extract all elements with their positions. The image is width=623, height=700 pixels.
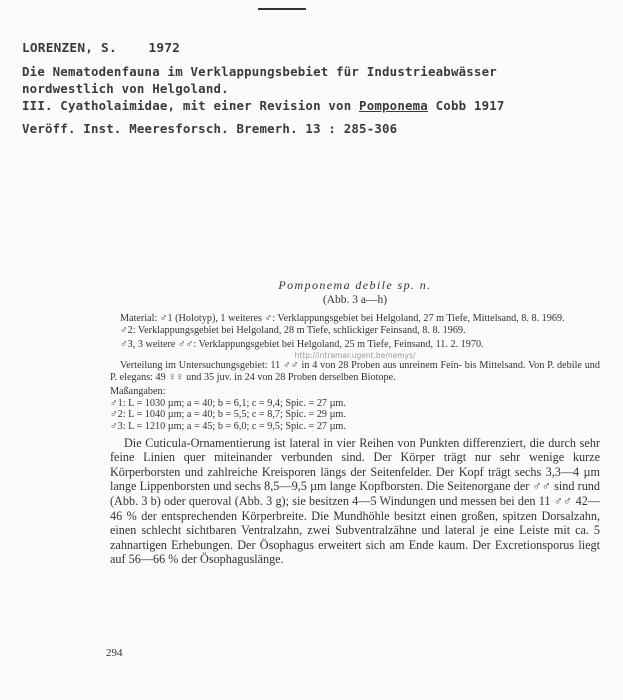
material-1: Material: ♂1 (Holotyp), 1 weiteres ♂: Verklappungsgebiet bei Helgoland, 27 m Tiefe, Mittelsand, 8. 8. 1969. bbox=[120, 313, 565, 325]
description-paragraph: Die Cuticula-Ornamentierung ist lateral in vier Reihen von Punkten differenziert, die durch sehr feine Linien quer miteinander verbunden sind. Der Körper trägt nur sehr wenige kurze Körperborsten und zahlreiche Kreisporen längs der Seitenfelder. Der Kopf trägt sechs 3,3—4 µm lange Lippenborsten und sechs 8,5—9,5 µm lange Kopfborsten. Die Seitenorgane der ♂♂ sind rund (Abb. 3 b) oder queroval (Abb. 3 g); sie besitzen 4—5 Windungen und messen bei den 11 ♂♂ 42—46 % der entsprechenden Körperbreite. Die Mundhöhle besitzt einen großen, spitzen Dorsalzahn, einen schlecht sichtbaren Ventralzahn, zwei Subventralzähne und lateral je eine Leiste mit ca. 5 zahnartigen Erhebungen. Der Ösophagus erweitert sich am Ende kaum. Der Excretionsporus liegt auf 56—66 % der Ösophaguslänge. bbox=[110, 435, 600, 567]
measurement-row: ♂1: L = 1030 µm; a = 40; b = 6,1; c = 9,4; Spic. = 27 µm. bbox=[110, 397, 346, 409]
author-year: LORENZEN, S. 1972 bbox=[22, 41, 181, 56]
title-line-3 bbox=[22, 97, 612, 114]
distribution: Verteilung im Untersuchungsgebiet: 11 ♂♂ in 4 von 28 Proben aus unreinem Fein- bis Mittelsand. Von P. debile und P. elegans: 49 ♀♀ und 35 juv. in 24 von 28 Proben derselben Biotope. bbox=[110, 359, 600, 383]
top-rule bbox=[258, 8, 306, 10]
title-line-1: Die Nematodenfauna im Verklappungsbebiet für Industrieabwässer bbox=[22, 64, 497, 79]
material-3: ♂3, 3 weitere ♂♂: Verklappungsgebiet bei Helgoland, 25 m Tiefe, Feinsand, 11. 2. 1970. bbox=[120, 339, 484, 351]
title-line-2: nordwestlich von Helgoland. bbox=[22, 81, 229, 96]
title-line-3-start: III. Cyatholaimidae, mit einer Revision von bbox=[22, 98, 360, 113]
material-2: ♂2: Verklappungsgebiet bei Helgoland, 28 m Tiefe, schlickiger Feinsand, 8. 8. 1969. bbox=[120, 324, 466, 336]
measurement-row: ♂2: L = 1040 µm; a = 40; b = 5,5; c = 8,7; Spic. = 29 µm. bbox=[110, 409, 346, 421]
article-excerpt bbox=[110, 280, 600, 567]
page-number: 294 bbox=[106, 647, 123, 659]
index-card bbox=[22, 40, 612, 137]
measurements-label: Maßangaben: bbox=[110, 386, 166, 398]
genus-name: Pomponema bbox=[359, 98, 428, 113]
description-block bbox=[110, 436, 600, 567]
title-line-3-end: Cobb 1917 bbox=[427, 98, 505, 113]
species-title: Pomponema debile sp. n. bbox=[278, 278, 432, 292]
journal-reference: Veröff. Inst. Meeresforsch. Bremerh. 13 : 285-306 bbox=[22, 121, 398, 136]
watermark-url: http://intramar.ugent.be/nemys/ bbox=[294, 350, 416, 360]
measurement-row: ♂3: L = 1210 µm; a = 45; b = 6,0; c = 9,5; Spic. = 27 µm. bbox=[110, 420, 346, 432]
figure-reference: (Abb. 3 a—h) bbox=[322, 293, 388, 306]
